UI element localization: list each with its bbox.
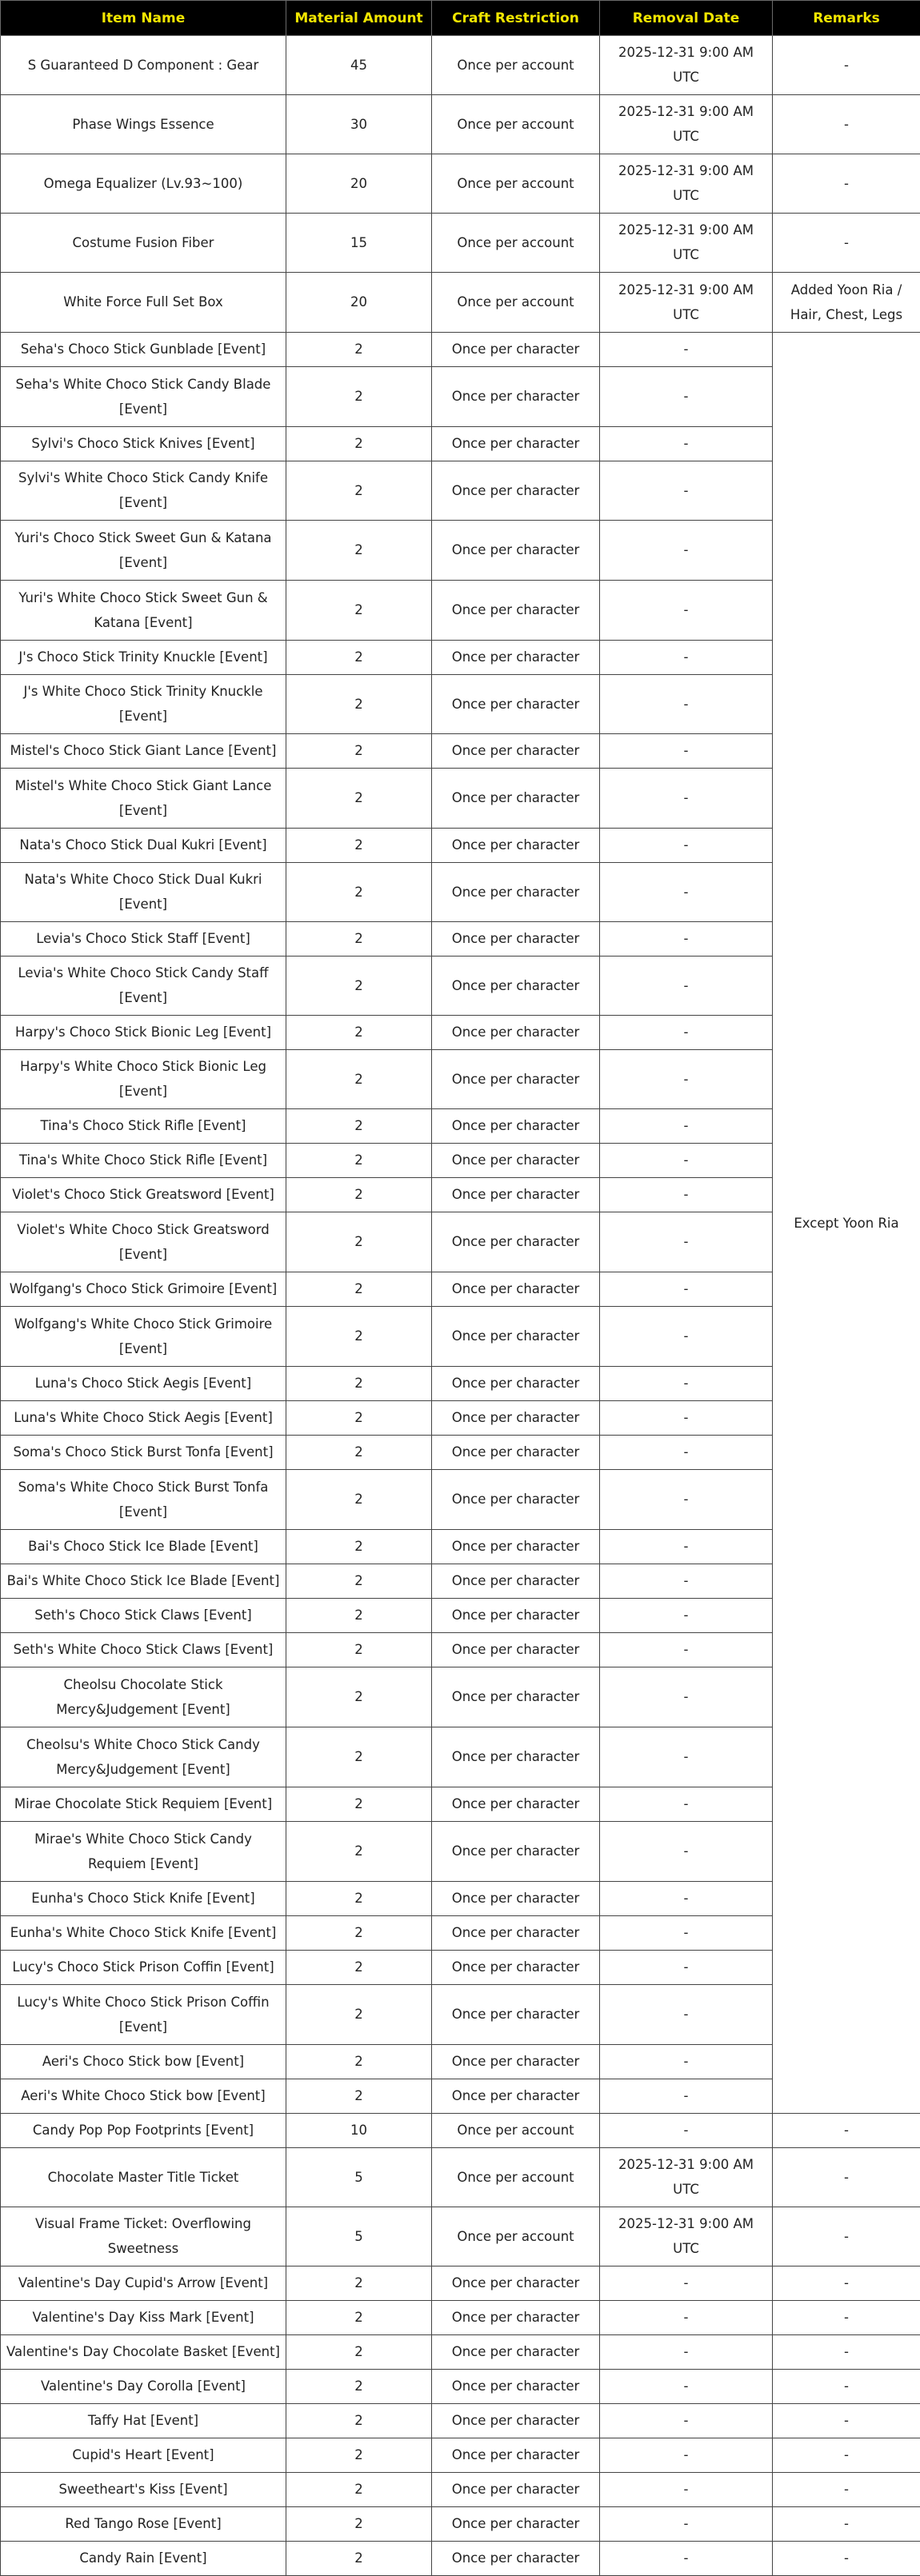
table-row	[1, 2473, 920, 2507]
craft-restriction-cell: Once per character	[432, 1470, 600, 1530]
item-name-cell: Cheolsu Chocolate Stick Mercy&Judgement [Event]	[1, 1667, 286, 1727]
item-name-cell: Seth's White Choco Stick Claws [Event]	[1, 1633, 286, 1667]
craft-restriction-cell: Once per character	[432, 922, 600, 957]
material-amount-cell: 2	[286, 1436, 432, 1470]
craft-restriction-cell: Once per character	[432, 1212, 600, 1272]
material-amount-cell: 2	[286, 1212, 432, 1272]
item-name-cell: J's Choco Stick Trinity Knuckle [Event]	[1, 641, 286, 675]
craft-restriction-cell: Once per account	[432, 2148, 600, 2207]
table-row	[1, 2507, 920, 2542]
header-removal-date: Removal Date	[600, 1, 773, 36]
removal-date-cell: -	[600, 367, 773, 427]
table-header	[1, 1, 920, 36]
removal-date-cell: -	[600, 2301, 773, 2335]
craft-restriction-cell: Once per character	[432, 1178, 600, 1212]
material-amount-cell: 2	[286, 675, 432, 734]
craft-restriction-cell: Once per character	[432, 863, 600, 922]
craft-restriction-cell: Once per character	[432, 1916, 600, 1951]
removal-date-cell: -	[600, 1436, 773, 1470]
removal-date-cell: -	[600, 2370, 773, 2404]
craft-restriction-cell: Once per character	[432, 641, 600, 675]
craft-restriction-cell: Once per character	[432, 2045, 600, 2079]
item-name-cell: Levia's White Choco Stick Candy Staff [Event]	[1, 957, 286, 1016]
removal-date-cell: -	[600, 1016, 773, 1050]
removal-date-cell: 2025-12-31 9:00 AM UTC	[600, 2207, 773, 2266]
craft-restriction-cell: Once per character	[432, 675, 600, 734]
item-name-cell: S Guaranteed D Component : Gear	[1, 36, 286, 95]
remarks-cell: -	[773, 2542, 920, 2576]
removal-date-cell: -	[600, 1667, 773, 1727]
table-row	[1, 2114, 920, 2148]
item-name-cell: Cupid's Heart [Event]	[1, 2438, 286, 2473]
table-row	[1, 2335, 920, 2370]
removal-date-cell: -	[600, 1401, 773, 1436]
item-name-cell: Soma's White Choco Stick Burst Tonfa [Event]	[1, 1470, 286, 1530]
material-amount-cell: 2	[286, 734, 432, 769]
item-name-cell: Sylvi's Choco Stick Knives [Event]	[1, 427, 286, 461]
material-amount-cell: 2	[286, 1787, 432, 1822]
item-name-cell: Seha's White Choco Stick Candy Blade [Event]	[1, 367, 286, 427]
removal-date-cell: -	[600, 957, 773, 1016]
material-amount-cell: 2	[286, 2045, 432, 2079]
material-amount-cell: 2	[286, 333, 432, 367]
material-amount-cell: 2	[286, 2079, 432, 2114]
item-name-cell: Yuri's Choco Stick Sweet Gun & Katana [Event]	[1, 521, 286, 581]
item-name-cell: Aeri's Choco Stick bow [Event]	[1, 2045, 286, 2079]
material-amount-cell: 2	[286, 1667, 432, 1727]
material-amount-cell: 30	[286, 95, 432, 154]
craft-restriction-cell: Once per character	[432, 2542, 600, 2576]
material-amount-cell: 45	[286, 36, 432, 95]
table-row	[1, 273, 920, 333]
craft-restriction-cell: Once per character	[432, 2335, 600, 2370]
item-name-cell: Omega Equalizer (Lv.93~100)	[1, 154, 286, 214]
header-row	[1, 1, 920, 36]
item-name-cell: Mirae Chocolate Stick Requiem [Event]	[1, 1787, 286, 1822]
material-amount-cell: 2	[286, 1307, 432, 1367]
table-row	[1, 2438, 920, 2473]
craft-restriction-cell: Once per account	[432, 36, 600, 95]
craft-restriction-cell: Once per account	[432, 2114, 600, 2148]
material-amount-cell: 2	[286, 769, 432, 829]
item-name-cell: Mistel's White Choco Stick Giant Lance [Event]	[1, 769, 286, 829]
craft-restriction-cell: Once per character	[432, 829, 600, 863]
material-amount-cell: 2	[286, 1727, 432, 1787]
material-amount-cell: 2	[286, 2370, 432, 2404]
item-name-cell: Bai's Choco Stick Ice Blade [Event]	[1, 1530, 286, 1564]
craft-restriction-cell: Once per character	[432, 1727, 600, 1787]
removal-date-cell: -	[600, 2438, 773, 2473]
removal-date-cell: 2025-12-31 9:00 AM UTC	[600, 2148, 773, 2207]
material-amount-cell: 2	[286, 1272, 432, 1307]
craft-restriction-cell: Once per character	[432, 769, 600, 829]
craft-restriction-cell: Once per character	[432, 2370, 600, 2404]
item-name-cell: Nata's Choco Stick Dual Kukri [Event]	[1, 829, 286, 863]
material-amount-cell: 2	[286, 1470, 432, 1530]
material-amount-cell: 2	[286, 367, 432, 427]
removal-date-cell: -	[600, 1212, 773, 1272]
craft-restriction-cell: Once per character	[432, 1951, 600, 1985]
remarks-cell: -	[773, 2438, 920, 2473]
material-amount-cell: 2	[286, 1530, 432, 1564]
removal-date-cell: -	[600, 2079, 773, 2114]
item-name-cell: Taffy Hat [Event]	[1, 2404, 286, 2438]
remarks-cell: -	[773, 2404, 920, 2438]
removal-date-cell: -	[600, 863, 773, 922]
craft-restriction-cell: Once per character	[432, 521, 600, 581]
removal-date-cell: -	[600, 1050, 773, 1109]
material-amount-cell: 2	[286, 1985, 432, 2045]
material-amount-cell: 2	[286, 1599, 432, 1633]
material-amount-cell: 2	[286, 1016, 432, 1050]
material-amount-cell: 2	[286, 1822, 432, 1882]
craft-restriction-cell: Once per character	[432, 1787, 600, 1822]
craft-restriction-cell: Once per character	[432, 734, 600, 769]
material-amount-cell: 15	[286, 214, 432, 273]
item-name-cell: J's White Choco Stick Trinity Knuckle [Event]	[1, 675, 286, 734]
removal-date-cell: 2025-12-31 9:00 AM UTC	[600, 95, 773, 154]
removal-date-cell: -	[600, 2114, 773, 2148]
item-name-cell: Red Tango Rose [Event]	[1, 2507, 286, 2542]
craft-restriction-cell: Once per character	[432, 1272, 600, 1307]
material-amount-cell: 2	[286, 1916, 432, 1951]
material-amount-cell: 20	[286, 154, 432, 214]
remarks-cell: -	[773, 214, 920, 273]
header-item-name: Item Name	[1, 1, 286, 36]
material-amount-cell: 2	[286, 2438, 432, 2473]
craft-restriction-cell: Once per character	[432, 1530, 600, 1564]
removal-date-cell: -	[600, 1599, 773, 1633]
material-amount-cell: 2	[286, 957, 432, 1016]
removal-date-cell: -	[600, 2045, 773, 2079]
material-amount-cell: 2	[286, 2542, 432, 2576]
craft-restriction-cell: Once per character	[432, 2473, 600, 2507]
item-name-cell: Luna's White Choco Stick Aegis [Event]	[1, 1401, 286, 1436]
material-amount-cell: 5	[286, 2207, 432, 2266]
removal-date-cell: -	[600, 2266, 773, 2301]
remarks-cell: -	[773, 2148, 920, 2207]
material-amount-cell: 10	[286, 2114, 432, 2148]
removal-date-cell: -	[600, 769, 773, 829]
material-amount-cell: 2	[286, 863, 432, 922]
material-amount-cell: 2	[286, 2507, 432, 2542]
item-name-cell: Candy Rain [Event]	[1, 2542, 286, 2576]
header-material-amount: Material Amount	[286, 1, 432, 36]
material-amount-cell: 2	[286, 427, 432, 461]
header-remarks: Remarks	[773, 1, 920, 36]
remarks-cell: -	[773, 36, 920, 95]
craft-restriction-cell: Once per character	[432, 1307, 600, 1367]
craft-restriction-cell: Once per account	[432, 154, 600, 214]
craft-restriction-cell: Once per character	[432, 2404, 600, 2438]
removal-date-cell: -	[600, 1951, 773, 1985]
craft-restriction-cell: Once per character	[432, 2438, 600, 2473]
craft-restriction-cell: Once per character	[432, 1882, 600, 1916]
remarks-cell: -	[773, 2370, 920, 2404]
removal-date-cell: 2025-12-31 9:00 AM UTC	[600, 273, 773, 333]
material-amount-cell: 20	[286, 273, 432, 333]
removal-date-cell: -	[600, 1144, 773, 1178]
item-name-cell: Costume Fusion Fiber	[1, 214, 286, 273]
removal-date-cell: -	[600, 734, 773, 769]
removal-date-cell: -	[600, 2404, 773, 2438]
craft-restriction-cell: Once per character	[432, 427, 600, 461]
material-amount-cell: 2	[286, 1144, 432, 1178]
craft-restriction-cell: Once per character	[432, 1599, 600, 1633]
craft-restriction-cell: Once per character	[432, 1109, 600, 1144]
removal-date-cell: -	[600, 1530, 773, 1564]
material-amount-cell: 2	[286, 1178, 432, 1212]
material-amount-cell: 2	[286, 2266, 432, 2301]
removal-date-cell: -	[600, 2335, 773, 2370]
craft-restriction-cell: Once per character	[432, 461, 600, 521]
material-amount-cell: 5	[286, 2148, 432, 2207]
item-name-cell: Eunha's White Choco Stick Knife [Event]	[1, 1916, 286, 1951]
material-amount-cell: 2	[286, 1050, 432, 1109]
material-amount-cell: 2	[286, 2335, 432, 2370]
remarks-cell: Added Yoon Ria / Hair, Chest, Legs	[773, 273, 920, 333]
remarks-cell: -	[773, 2301, 920, 2335]
item-name-cell: Mirae's White Choco Stick Candy Requiem [Event]	[1, 1822, 286, 1882]
removal-date-cell: 2025-12-31 9:00 AM UTC	[600, 154, 773, 214]
removal-date-cell: -	[600, 675, 773, 734]
removal-date-cell: -	[600, 1787, 773, 1822]
removal-date-cell: -	[600, 461, 773, 521]
craft-restriction-cell: Once per character	[432, 1564, 600, 1599]
material-amount-cell: 2	[286, 581, 432, 641]
remarks-cell: -	[773, 2207, 920, 2266]
item-name-cell: Valentine's Day Chocolate Basket [Event]	[1, 2335, 286, 2370]
removal-date-cell: -	[600, 1178, 773, 1212]
item-name-cell: Violet's Choco Stick Greatsword [Event]	[1, 1178, 286, 1212]
removal-date-cell: -	[600, 581, 773, 641]
remarks-cell: -	[773, 2507, 920, 2542]
removal-date-cell: -	[600, 2507, 773, 2542]
item-name-cell: Harpy's White Choco Stick Bionic Leg [Event]	[1, 1050, 286, 1109]
removal-date-cell: -	[600, 1633, 773, 1667]
material-amount-cell: 2	[286, 2404, 432, 2438]
removal-date-cell: -	[600, 1985, 773, 2045]
material-amount-cell: 2	[286, 829, 432, 863]
craft-restriction-cell: Once per character	[432, 2301, 600, 2335]
material-amount-cell: 2	[286, 1367, 432, 1401]
item-name-cell: Tina's White Choco Stick Rifle [Event]	[1, 1144, 286, 1178]
craft-restriction-cell: Once per character	[432, 333, 600, 367]
item-name-cell: Lucy's White Choco Stick Prison Coffin [Event]	[1, 1985, 286, 2045]
item-name-cell: Eunha's Choco Stick Knife [Event]	[1, 1882, 286, 1916]
removal-date-cell: -	[600, 1109, 773, 1144]
craft-restriction-cell: Once per character	[432, 1144, 600, 1178]
item-name-cell: Seth's Choco Stick Claws [Event]	[1, 1599, 286, 1633]
removal-date-cell: -	[600, 641, 773, 675]
table-row	[1, 2542, 920, 2576]
header-craft-restriction: Craft Restriction	[432, 1, 600, 36]
remarks-cell: -	[773, 95, 920, 154]
craft-restriction-cell: Once per character	[432, 581, 600, 641]
craft-restriction-cell: Once per character	[432, 2266, 600, 2301]
craft-restriction-cell: Once per character	[432, 2507, 600, 2542]
removal-date-cell: -	[600, 922, 773, 957]
craft-restriction-cell: Once per character	[432, 1667, 600, 1727]
removal-date-cell: -	[600, 829, 773, 863]
material-amount-cell: 2	[286, 922, 432, 957]
material-amount-cell: 2	[286, 461, 432, 521]
item-name-cell: Levia's Choco Stick Staff [Event]	[1, 922, 286, 957]
item-name-cell: Violet's White Choco Stick Greatsword [Event]	[1, 1212, 286, 1272]
table-row	[1, 2404, 920, 2438]
item-name-cell: Visual Frame Ticket: Overflowing Sweetness	[1, 2207, 286, 2266]
remarks-cell: Except Yoon Ria	[773, 333, 920, 2114]
craft-restriction-cell: Once per character	[432, 1633, 600, 1667]
item-name-cell: Cheolsu's White Choco Stick Candy Mercy&Judgement [Event]	[1, 1727, 286, 1787]
craft-restriction-cell: Once per character	[432, 957, 600, 1016]
remarks-cell: -	[773, 154, 920, 214]
material-amount-cell: 2	[286, 1882, 432, 1916]
table-row	[1, 154, 920, 214]
item-name-cell: Phase Wings Essence	[1, 95, 286, 154]
material-amount-cell: 2	[286, 1401, 432, 1436]
item-name-cell: Bai's White Choco Stick Ice Blade [Event]	[1, 1564, 286, 1599]
removal-date-cell: -	[600, 427, 773, 461]
item-name-cell: Valentine's Day Cupid's Arrow [Event]	[1, 2266, 286, 2301]
remarks-cell: -	[773, 2266, 920, 2301]
removal-date-cell: -	[600, 2473, 773, 2507]
remarks-cell: -	[773, 2335, 920, 2370]
material-amount-cell: 2	[286, 2473, 432, 2507]
craft-restriction-cell: Once per account	[432, 273, 600, 333]
item-name-cell: Valentine's Day Corolla [Event]	[1, 2370, 286, 2404]
craft-restriction-cell: Once per character	[432, 1401, 600, 1436]
removal-date-cell: -	[600, 1564, 773, 1599]
table-row	[1, 36, 920, 95]
removal-date-cell: -	[600, 1307, 773, 1367]
item-name-cell: Mistel's Choco Stick Giant Lance [Event]	[1, 734, 286, 769]
craft-restriction-cell: Once per account	[432, 95, 600, 154]
material-amount-cell: 2	[286, 2301, 432, 2335]
removal-date-cell: -	[600, 521, 773, 581]
item-name-cell: Soma's Choco Stick Burst Tonfa [Event]	[1, 1436, 286, 1470]
craft-restriction-cell: Once per character	[432, 1367, 600, 1401]
item-name-cell: White Force Full Set Box	[1, 273, 286, 333]
item-name-cell: Candy Pop Pop Footprints [Event]	[1, 2114, 286, 2148]
item-name-cell: Chocolate Master Title Ticket	[1, 2148, 286, 2207]
removal-date-cell: -	[600, 1272, 773, 1307]
material-amount-cell: 2	[286, 521, 432, 581]
item-name-cell: Tina's Choco Stick Rifle [Event]	[1, 1109, 286, 1144]
item-name-cell: Sweetheart's Kiss [Event]	[1, 2473, 286, 2507]
item-name-cell: Nata's White Choco Stick Dual Kukri [Event]	[1, 863, 286, 922]
removal-date-cell: 2025-12-31 9:00 AM UTC	[600, 36, 773, 95]
removal-date-cell: 2025-12-31 9:00 AM UTC	[600, 214, 773, 273]
material-amount-cell: 2	[286, 1109, 432, 1144]
table-row	[1, 214, 920, 273]
item-name-cell: Sylvi's White Choco Stick Candy Knife [Event]	[1, 461, 286, 521]
remarks-cell: -	[773, 2114, 920, 2148]
removal-date-cell: -	[600, 1470, 773, 1530]
craft-restriction-cell: Once per character	[432, 1016, 600, 1050]
craft-restriction-cell: Once per account	[432, 214, 600, 273]
table-row	[1, 2301, 920, 2335]
item-name-cell: Wolfgang's White Choco Stick Grimoire [Event]	[1, 1307, 286, 1367]
item-name-cell: Luna's Choco Stick Aegis [Event]	[1, 1367, 286, 1401]
craft-restriction-cell: Once per character	[432, 1822, 600, 1882]
item-name-cell: Seha's Choco Stick Gunblade [Event]	[1, 333, 286, 367]
material-amount-cell: 2	[286, 1951, 432, 1985]
material-amount-cell: 2	[286, 1633, 432, 1667]
craft-restriction-cell: Once per account	[432, 2207, 600, 2266]
craft-restriction-cell: Once per character	[432, 367, 600, 427]
table-body	[1, 36, 920, 2576]
table-row	[1, 2266, 920, 2301]
removal-date-cell: -	[600, 1916, 773, 1951]
removal-date-cell: -	[600, 1822, 773, 1882]
removal-date-cell: -	[600, 1727, 773, 1787]
material-amount-cell: 2	[286, 1564, 432, 1599]
table-row	[1, 2370, 920, 2404]
craft-restriction-cell: Once per character	[432, 1985, 600, 2045]
item-name-cell: Valentine's Day Kiss Mark [Event]	[1, 2301, 286, 2335]
table-row	[1, 2148, 920, 2207]
craft-restriction-cell: Once per character	[432, 1436, 600, 1470]
item-name-cell: Lucy's Choco Stick Prison Coffin [Event]	[1, 1951, 286, 1985]
removal-date-cell: -	[600, 2542, 773, 2576]
removal-date-cell: -	[600, 1367, 773, 1401]
material-amount-cell: 2	[286, 641, 432, 675]
item-name-cell: Aeri's White Choco Stick bow [Event]	[1, 2079, 286, 2114]
removal-date-cell: -	[600, 333, 773, 367]
remarks-cell: -	[773, 2473, 920, 2507]
table-row	[1, 95, 920, 154]
item-name-cell: Yuri's White Choco Stick Sweet Gun & Katana [Event]	[1, 581, 286, 641]
craft-restriction-cell: Once per character	[432, 2079, 600, 2114]
table-row	[1, 2207, 920, 2266]
removal-date-cell: -	[600, 1882, 773, 1916]
item-name-cell: Harpy's Choco Stick Bionic Leg [Event]	[1, 1016, 286, 1050]
item-name-cell: Wolfgang's Choco Stick Grimoire [Event]	[1, 1272, 286, 1307]
table-row	[1, 333, 920, 367]
craft-restriction-cell: Once per character	[432, 1050, 600, 1109]
